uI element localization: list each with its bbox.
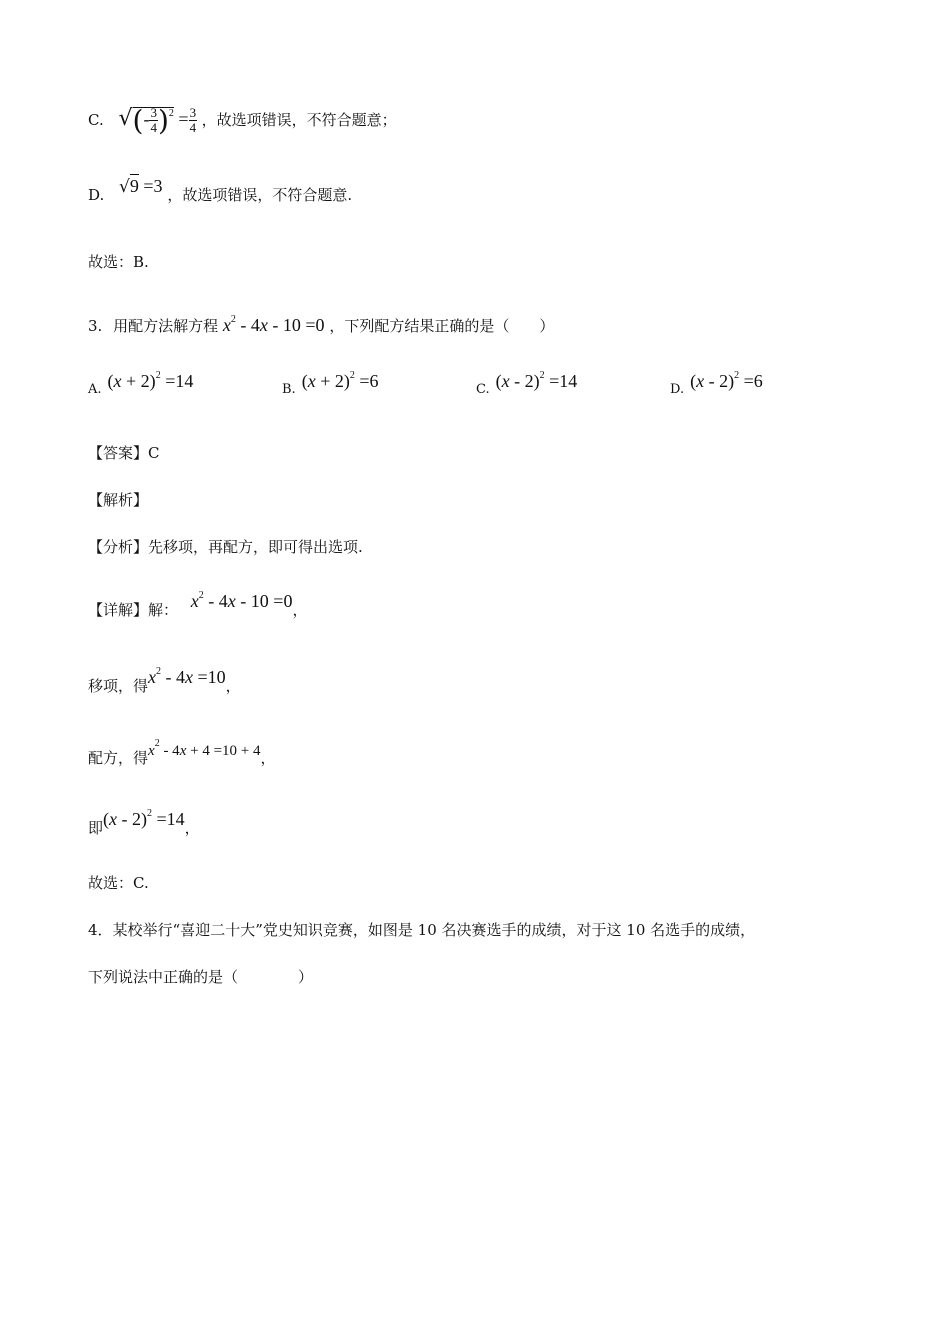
sqrt-expression: √(- $\frac{3}{4}$ )$^2$ = $\frac{3}{4}$ (118, 103, 197, 137)
exponent: 2 (168, 108, 174, 119)
option-label: C. (88, 111, 104, 129)
option-b[interactable]: B. $(x + 2)^2 =6$ (282, 370, 379, 397)
option-d[interactable]: D. (x - 2)$^2$ =6 (670, 370, 763, 397)
question-number: 3. (88, 317, 103, 335)
question-3-stem: 3. 用配方法解方程 $x^2 - 4x - 10 =0$ ，下列配方结果正确的是（ ） (88, 314, 555, 335)
equation: $x^2 - 4x - 10 =0$ (190, 590, 293, 611)
option-text: ，故选项错误，不符合题意； (201, 111, 397, 129)
fraction: $\frac{3}{4}$ (150, 105, 157, 136)
equation: (x - 2)$^2$ =14 (103, 808, 185, 829)
rhs-fraction: $\frac{3}{4}$ (189, 105, 197, 136)
minus-sign: - (143, 109, 150, 129)
sqrt-expression: √9 =3 (119, 176, 163, 197)
step1-line: 移项，得$x^2 - 4x =10$， (88, 666, 241, 695)
prev-option-c (88, 104, 397, 135)
sqrt-icon: √ (118, 106, 133, 131)
equation: $x^2 - 4x - 10 =0$ (222, 314, 325, 335)
equation: $x^2 - 4x =10$ (148, 666, 226, 687)
option-text: ，故选项错误，不符合题意. (167, 186, 353, 204)
option-c[interactable]: C. (x - 2)$^2$ =14 (476, 370, 578, 397)
step2-line: 配方，得$x^2 - 4x + 4 =10 + 4$， (88, 738, 276, 767)
option-a[interactable]: A. $(x + 2)^2 =14$ (88, 370, 194, 397)
question-4-line1: 4．某校举行“喜迎二十大”党史知识竞赛，如图是 10 名决赛选手的成绩，对于这 10 名选手的成绩， (88, 921, 756, 939)
prev-option-d (88, 176, 353, 205)
step3-line: 即(x - 2)$^2$ =14， (88, 808, 200, 837)
question-4-line2: 下列说法中正确的是（ ） (88, 968, 314, 986)
analysis-line: 【分析】先移项，再配方，即可得出选项. (88, 538, 363, 556)
analysis-title: 【解析】 (88, 491, 149, 509)
sqrt-icon: √ (119, 177, 130, 197)
detail-line: 【详解】解： $x^2 - 4x - 10 =0$， (88, 590, 308, 619)
final-answer: 故选：C. (88, 874, 149, 892)
option-label: D. (88, 186, 105, 204)
equals-sign: = (178, 109, 189, 129)
prev-final-answer: 故选：B. (88, 253, 149, 271)
equation: $x^2 - 4x + 4 =10 + 4$ (148, 738, 261, 759)
answer-line: 【答案】C (88, 444, 160, 462)
